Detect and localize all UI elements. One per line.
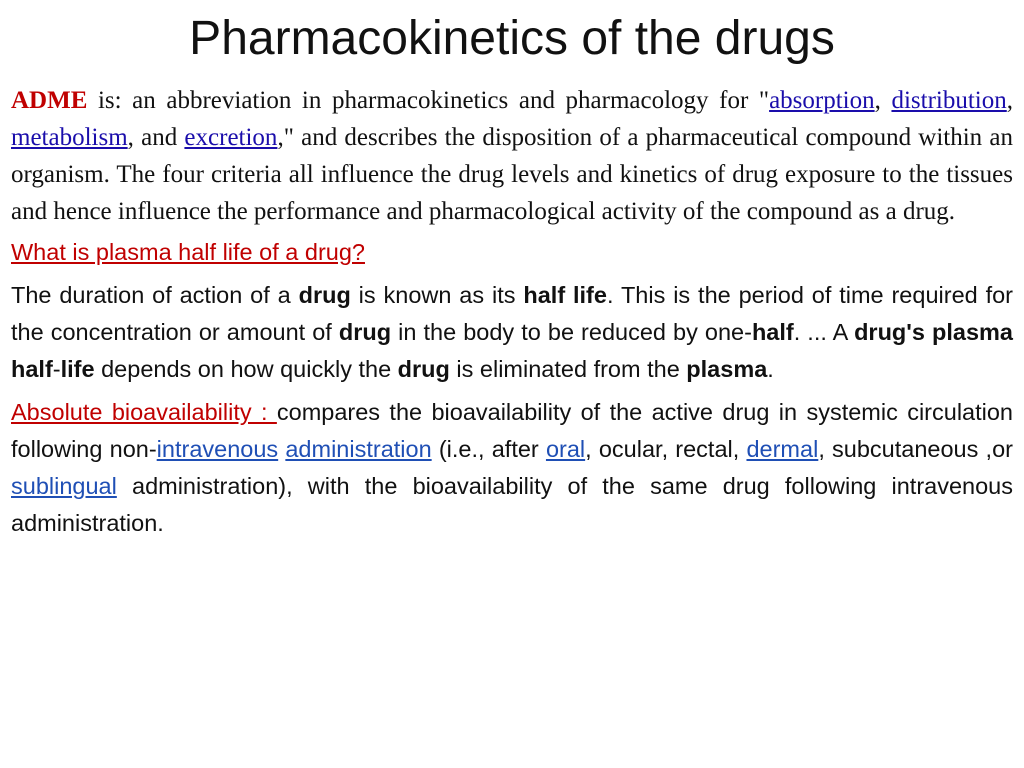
dermal-link[interactable]: dermal (746, 436, 819, 462)
adme-term: ADME (11, 87, 88, 114)
half-life-bold-6: life (60, 356, 95, 382)
slide-title: Pharmacokinetics of the drugs (189, 12, 835, 65)
intravenous-link[interactable]: intravenous (156, 436, 279, 462)
adme-text-3: , (1006, 87, 1014, 114)
adme-text-1: is: an abbreviation in pharmacokinetics and pharmacology for " (87, 87, 770, 114)
half-life-text-5: . ... A (793, 319, 855, 345)
absorption-link[interactable]: absorption (769, 87, 875, 114)
bio-text-1: compares the bioavailability of the active drug in systemic circulation following non- (11, 399, 1013, 462)
half-life-text-3: . This is the period of time required for the concentration or amount of (11, 282, 1013, 345)
half-life-text-1: The duration of action of a (11, 282, 299, 308)
adme-text-5: ," and describes the disposition of a pharmaceutical compound within an organism. The four criteria all influence the drug levels and kinetics of drug exposure to the tissues and hence influence the performance and pharmacological activity of the compound as a drug. (11, 124, 1013, 225)
half-life-bold-1: drug (298, 282, 351, 308)
half-life-text-6: - (52, 356, 61, 382)
bio-text-6: administration), with the bioavailability of the same drug following intravenous administration. (11, 473, 1013, 536)
bio-text-4: , ocular, rectal, (585, 436, 747, 462)
half-life-bold-8: plasma (686, 356, 768, 382)
half-life-paragraph (11, 277, 1013, 388)
slide-content (11, 82, 1013, 542)
bioavailability-paragraph (11, 394, 1013, 542)
half-life-bold-3: drug (338, 319, 392, 345)
half-life-bold-7: drug (397, 356, 450, 382)
adme-text-4: , and (127, 124, 185, 151)
excretion-link[interactable]: excretion (184, 124, 278, 151)
bioavailability-heading: Absolute bioavailability : (11, 399, 277, 425)
bio-text-3: (i.e., after (431, 436, 546, 462)
half-life-text-2: is known as its (350, 282, 524, 308)
administration-link[interactable]: administration (285, 436, 432, 462)
half-life-text-4: in the body to be reduced by one- (391, 319, 752, 345)
distribution-link[interactable]: distribution (891, 87, 1007, 114)
half-life-heading: What is plasma half life of a drug? (11, 239, 365, 265)
half-life-bold-5: drug's plasma half (11, 319, 1013, 382)
half-life-text-8: is eliminated from the (449, 356, 687, 382)
half-life-heading-line (11, 234, 1013, 271)
half-life-text-9: . (767, 356, 774, 382)
half-life-bold-4: half (751, 319, 794, 345)
adme-paragraph (11, 82, 1013, 230)
bio-text-5: , subcutaneous ,or (818, 436, 1013, 462)
sublingual-link[interactable]: sublingual (11, 473, 117, 499)
half-life-text-7: depends on how quickly the (94, 356, 398, 382)
adme-text-2: , (874, 87, 892, 114)
half-life-bold-2: half life (523, 282, 607, 308)
oral-link[interactable]: oral (545, 436, 586, 462)
metabolism-link[interactable]: metabolism (11, 124, 128, 151)
